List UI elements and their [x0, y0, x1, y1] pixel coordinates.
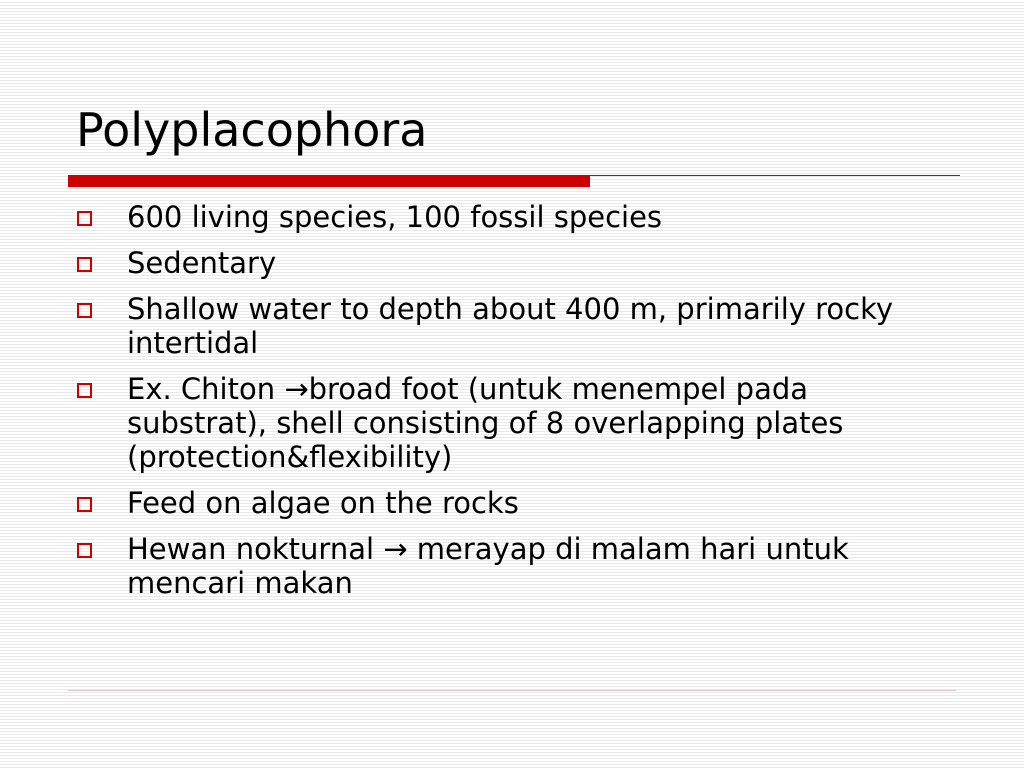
bullet-item — [76, 200, 956, 234]
title-underline-thick — [68, 175, 590, 187]
bullet-item — [76, 292, 956, 360]
bullet-item — [76, 246, 956, 280]
title-underline-thin — [590, 175, 960, 176]
slide-title: Polyplacophora — [76, 103, 428, 157]
square-bullet-icon — [77, 211, 92, 226]
bullet-item — [76, 372, 956, 474]
square-bullet-icon — [77, 303, 92, 318]
bullet-text: Feed on algae on the rocks — [127, 486, 519, 520]
bullet-list — [76, 200, 956, 612]
square-bullet-icon — [77, 383, 92, 398]
square-bullet-icon — [77, 497, 92, 512]
footer-divider — [68, 690, 956, 691]
bullet-item — [76, 532, 956, 600]
bullet-text: Ex. Chiton →broad foot (untuk menempel pada substrat), shell consisting of 8 overlapping plates (protection&flexibility) — [127, 372, 844, 474]
bullet-text: Sedentary — [127, 246, 277, 280]
bullet-text: 600 living species, 100 fossil species — [127, 200, 663, 234]
bullet-text: Shallow water to depth about 400 m, primarily rocky intertidal — [127, 292, 894, 360]
bullet-text: Hewan nokturnal → merayap di malam hari untuk mencari makan — [127, 532, 849, 600]
square-bullet-icon — [77, 257, 92, 272]
bullet-item — [76, 486, 956, 520]
square-bullet-icon — [77, 543, 92, 558]
